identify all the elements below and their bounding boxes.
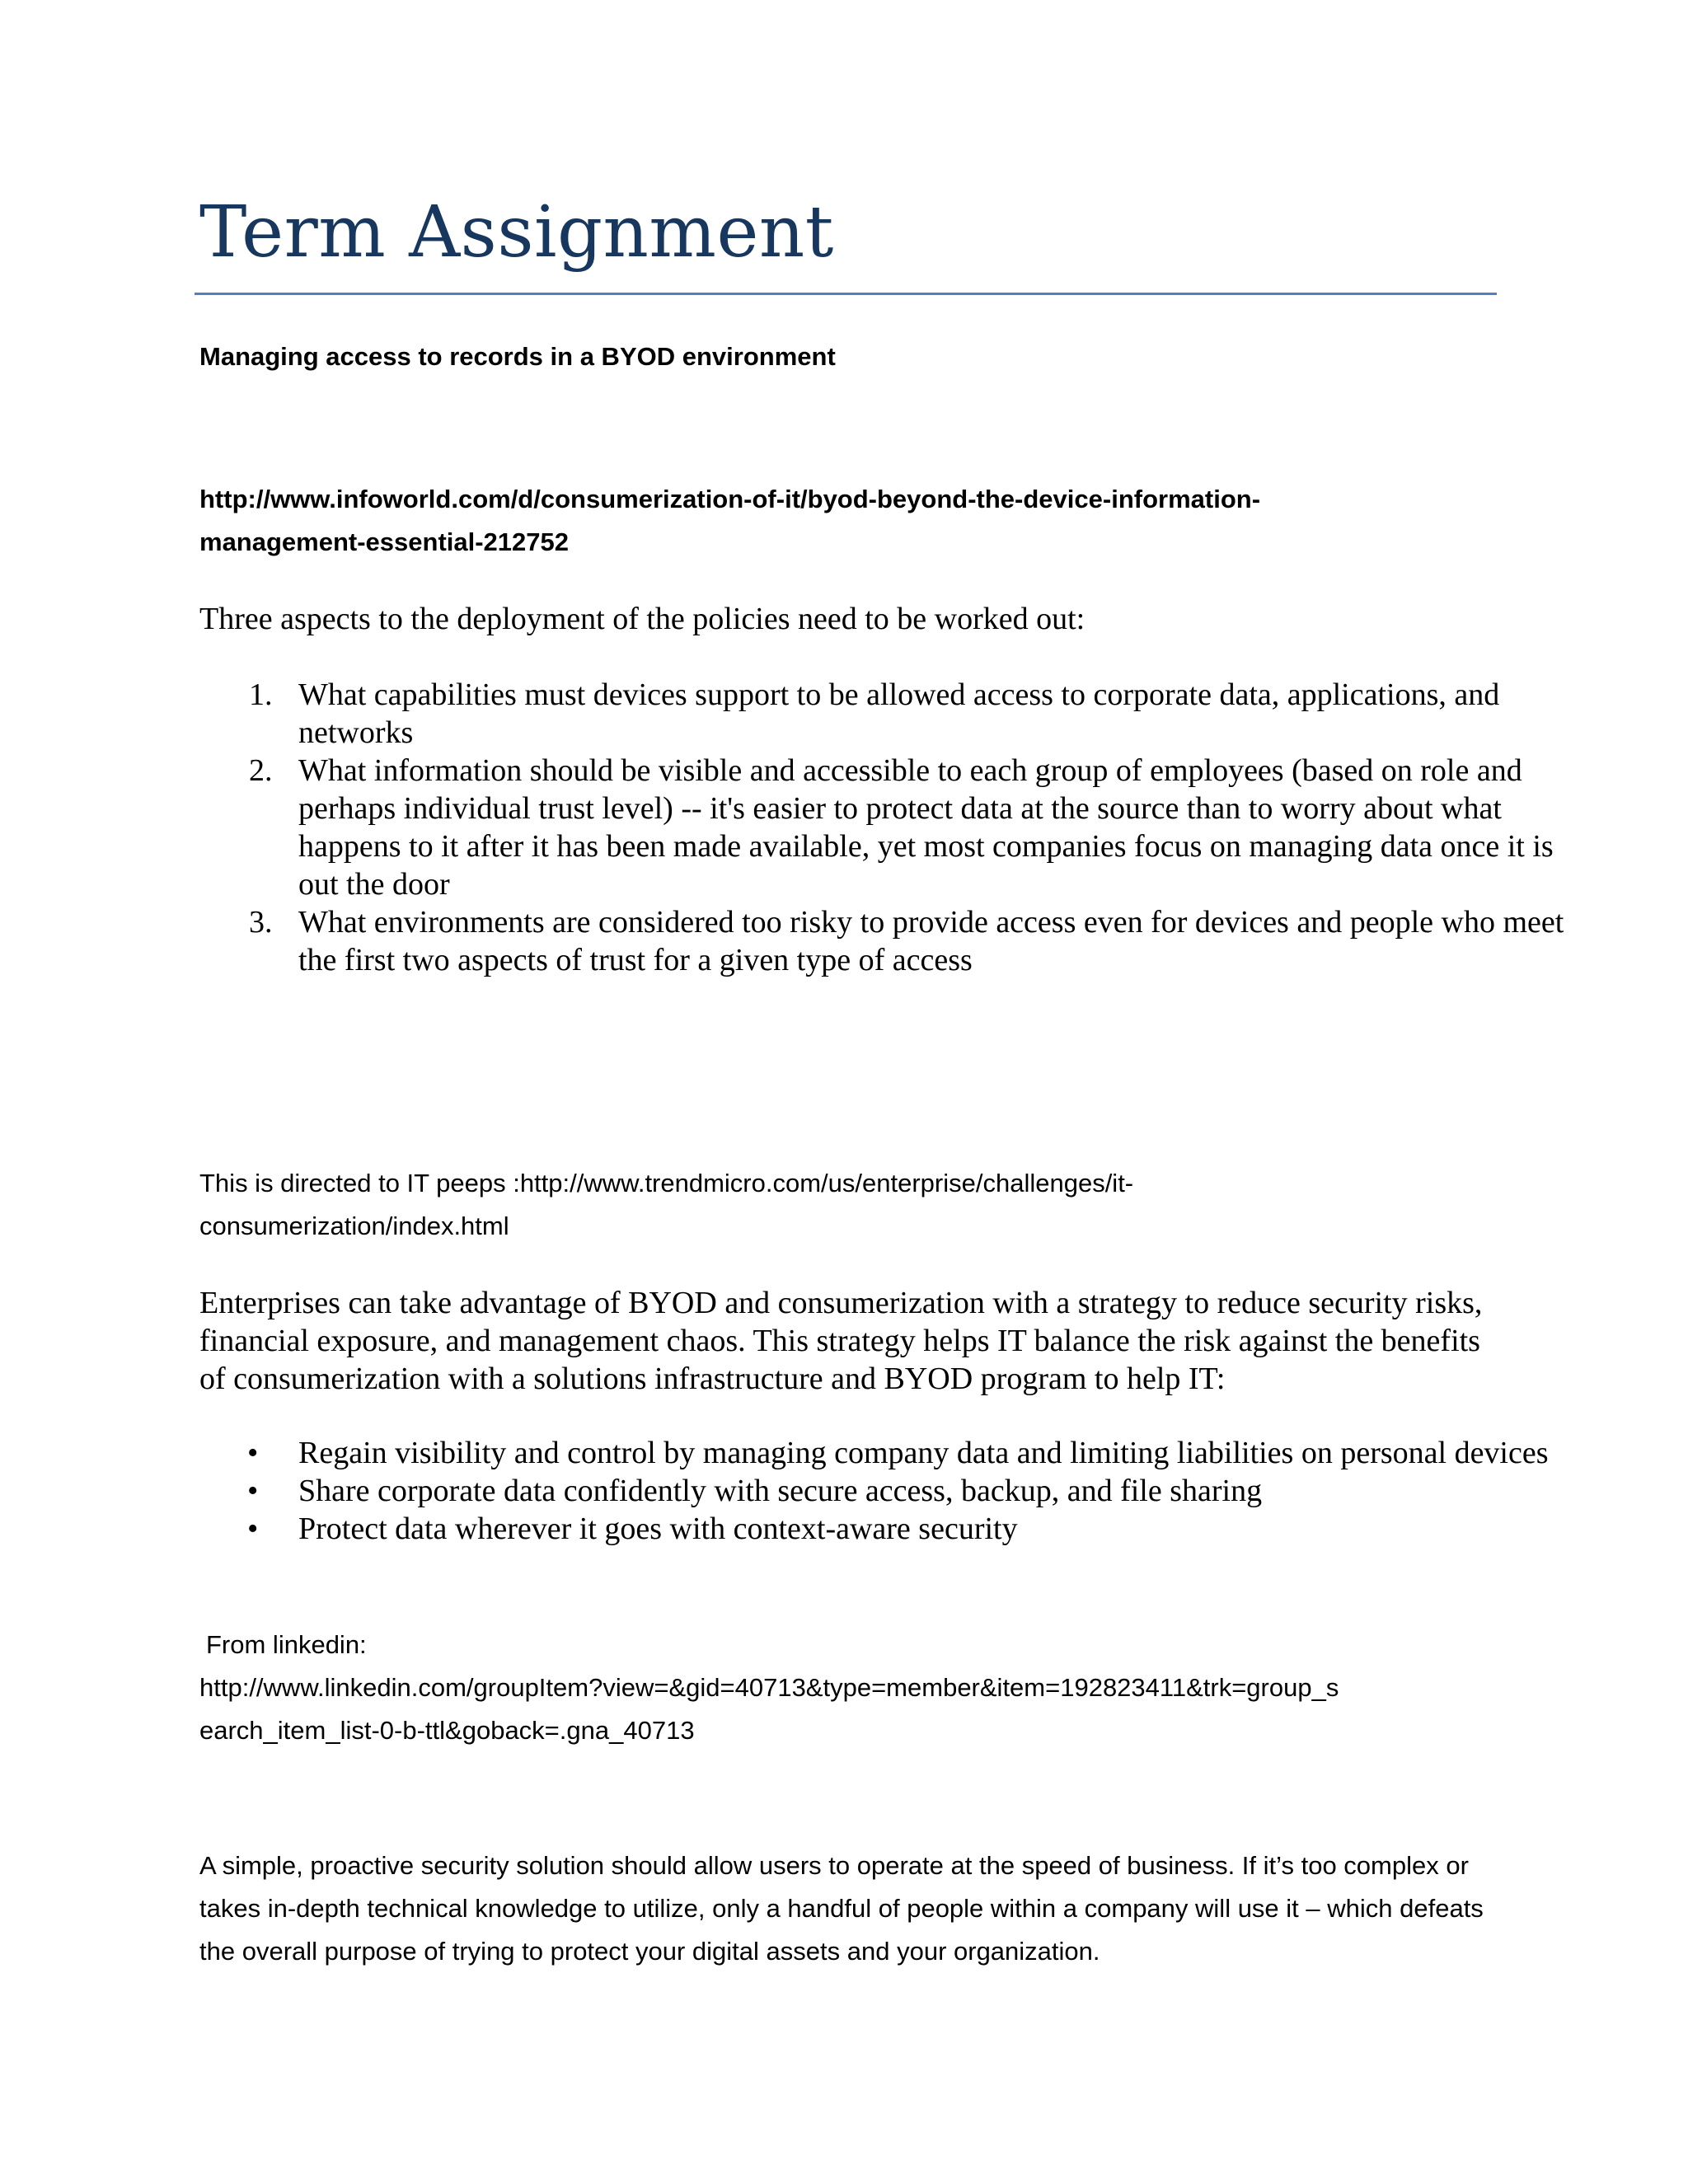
bullet-icon: • bbox=[247, 1436, 259, 1470]
list-item-text: Regain visibility and control by managing company data and limiting liabilities on personal devices bbox=[298, 1436, 1549, 1470]
enterprise-paragraph: Enterprises can take advantage of BYOD and consumerization with a strategy to reduce security risks, financial exposure, and management chaos. This strategy helps IT balance the risk against the benefits of consumerization with a solutions infrastructure and BYOD program to help IT: bbox=[199, 1286, 1483, 1396]
list-item bbox=[249, 676, 1597, 752]
list-item-text: What capabilities must devices support to be allowed access to corporate data, applications, and networks bbox=[298, 677, 1500, 750]
infoworld-link-line-1: http://www.infoworld.com/d/consumerization-of-it/byod-beyond-the-device-information- bbox=[199, 485, 1261, 513]
trendmicro-note-line-1: This is directed to IT peeps :http://www.trendmicro.com/us/enterprise/challenges/it- bbox=[199, 1169, 1134, 1197]
list-item bbox=[247, 1434, 1597, 1472]
trendmicro-note-line-2: consumerization/index.html bbox=[199, 1212, 509, 1240]
list-item-text: Protect data wherever it goes with context-aware security bbox=[298, 1511, 1018, 1546]
intro-paragraph: Three aspects to the deployment of the policies need to be worked out: bbox=[199, 602, 1085, 636]
from-linkedin-label: From linkedin: bbox=[206, 1630, 367, 1659]
infoworld-link[interactable] bbox=[199, 478, 1485, 564]
list-number: 1. bbox=[249, 677, 273, 712]
list-number: 2. bbox=[249, 753, 273, 788]
linkedin-link[interactable] bbox=[199, 1666, 1498, 1752]
bullet-icon: • bbox=[247, 1511, 259, 1546]
document-subtitle: Managing access to records in a BYOD environment bbox=[199, 342, 836, 371]
list-item-text: What environments are considered too risky to provide access even for devices and people who meet the first two aspects of trust for a given type of access bbox=[298, 905, 1564, 977]
document-title: Term Assignment bbox=[199, 191, 834, 274]
closing-paragraph: A simple, proactive security solution should allow users to operate at the speed of business. If it’s too complex or takes in-depth technical knowledge to utilize, only a handful of people within a company will use it – which defeats the overall purpose of trying to protect your digital assets and your organization. bbox=[199, 1851, 1484, 1966]
aspects-list bbox=[199, 676, 1597, 979]
infoworld-link-line-2: management-essential-212752 bbox=[199, 527, 570, 556]
list-item bbox=[249, 903, 1597, 979]
benefits-list bbox=[199, 1434, 1597, 1548]
list-number: 3. bbox=[249, 905, 273, 940]
title-underline bbox=[195, 293, 1497, 295]
linkedin-link-line-2: earch_item_list-0-b-ttl&goback=.gna_40713 bbox=[199, 1716, 695, 1745]
list-item bbox=[247, 1472, 1597, 1510]
linkedin-link-line-1: http://www.linkedin.com/groupItem?view=&gid=40713&type=member&item=192823411&trk=group_s bbox=[199, 1673, 1339, 1702]
bullet-icon: • bbox=[247, 1474, 259, 1508]
list-item-text: What information should be visible and accessible to each group of employees (based on role and perhaps individual trust level) -- it's easier to protect data at the source than to worry about what happens to it after it has been made available, yet most companies focus on managing data once it is out the door bbox=[298, 753, 1554, 902]
list-item bbox=[247, 1510, 1597, 1548]
trendmicro-note[interactable] bbox=[199, 1162, 1485, 1248]
list-item bbox=[249, 752, 1597, 903]
list-item-text: Share corporate data confidently with secure access, backup, and file sharing bbox=[298, 1474, 1263, 1508]
